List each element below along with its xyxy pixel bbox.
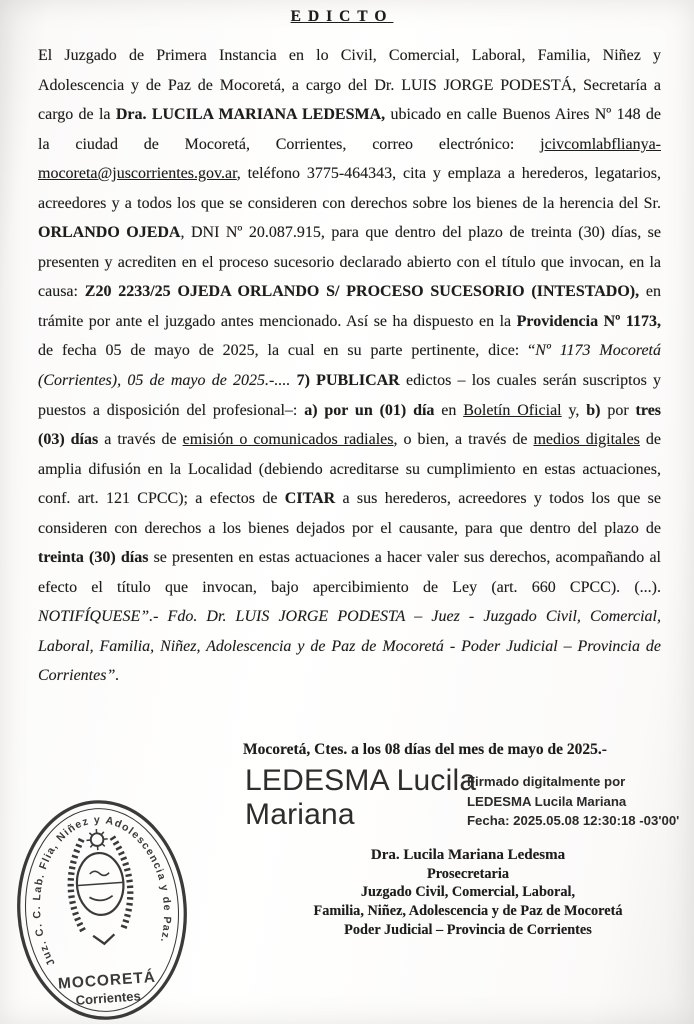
text-segment: edictos – los cuales serán suscriptos y puestos a disposición del profesional–: [38, 372, 662, 419]
text-segment: CITAR [284, 490, 336, 508]
prosecretaria-signature-block [282, 846, 654, 940]
text-segment: de fecha 05 de mayo de 2025, la cual en su parte pertinente, dice: “ [38, 342, 536, 360]
text-segment: ORLANDO OJEDA [38, 224, 181, 242]
signature-name-line-1: LEDESMA Lucila [245, 764, 477, 797]
text-segment: Z20 2233/25 OJEDA ORLANDO S/ PROCESO SUCESORIO (INTESTADO), [84, 283, 640, 301]
signature-block-line: Dra. Lucila Mariana Ledesma [370, 847, 566, 863]
signature-block-line: Familia, Niñez, Adolescencia y de Paz de Mocoretá [313, 903, 623, 920]
text-segment: 7) PUBLICAR [296, 372, 400, 390]
court-stamp [2, 788, 202, 1024]
signature-block-line: Juzgado Civil, Comercial, Laboral, [360, 884, 576, 901]
text-segment: de amplia difusión en la Localidad (debiendo acreditarse su cumplimiento en estas actuaciones, conf. art. 121 CPCC); a efectos de [38, 431, 662, 508]
edict-body-paragraph [38, 41, 661, 691]
text-segment: tres (03) días [38, 401, 662, 449]
text-segment: , o bien, a través de [393, 431, 534, 449]
text-segment: , teléfono 3775-464343, cita y emplaza a herederos, legatarios, acreedores y a todos los que se consideren con derechos sobre los bienes de la herencia del Sr. [38, 165, 661, 212]
text-segment: a través de [98, 431, 183, 449]
digital-signature-detail-line: Firmado digitalmente por [467, 774, 626, 789]
date-place-line: Mocoretá, Ctes. a los 08 días del mes de mayo de 2025.- [243, 741, 607, 758]
text-segment: ubicado en calle Buenos Aires Nº 148 de la ciudad de Mocoretá, Corrientes, correo electrónico: [38, 106, 661, 153]
text-segment: a sus herederos, acreedores y todos los que se consideren con derechos a los bienes dejados por el causante, para que dentro del plazo de [38, 490, 662, 537]
signature-block-line: Poder Judicial – Provincia de Corrientes [344, 921, 592, 938]
text-segment: Providencia Nº 1173, [516, 312, 662, 330]
text-segment: b) [586, 401, 601, 419]
argentina-coat-of-arms-icon [67, 827, 134, 946]
signature-block-line: Prosecretaria [426, 865, 510, 882]
text-segment: NOTIFÍQUESE”.- Fdo. Dr. LUIS JORGE PODESTA – Juez - Juzgado Civil, Comercial, Laboral, Familia, Niñez, Adolescencia y de Paz de Mocoretá - Poder Judicial – Provincia de Corrientes”. [38, 608, 661, 685]
digital-signature-details [467, 772, 693, 831]
stamp-ring-text: Juz. C. C. Lab. Flia, Niñez y Adolescencia y de Paz. [30, 813, 174, 968]
text-segment: treinta (30) días [38, 549, 149, 567]
text-segment: y, [561, 401, 587, 419]
text-segment: por [600, 401, 636, 419]
text-segment: se presenten en estas actuaciones a hacer valer sus derechos, acompañando al efecto el título que invocan, bajo apercibimiento de Ley (art. 660 CPCC). (...). [38, 549, 661, 596]
stamp-province-text: Corrientes [75, 988, 142, 1008]
signature-name-line-2: Mariana [245, 798, 355, 831]
text-segment: Dra. LUCILA MARIANA LEDESMA, [115, 106, 386, 124]
text-segment: Boletín Oficial [463, 401, 562, 419]
digital-signature-detail-line: LEDESMA Lucila Mariana [467, 793, 627, 809]
digital-signature-detail-line: Fecha: 2025.05.08 12:30:18 -03'00' [467, 813, 680, 828]
digital-signature-name [245, 764, 476, 832]
text-segment: en trámite por ante el juzgado antes mencionado. Así se ha dispuesto en la [38, 283, 661, 330]
text-segment: jcivcomlabflianya-mocoreta@juscorrientes.gov.ar [38, 135, 661, 183]
text-segment: emisión o comunicados radiales [182, 431, 394, 449]
text-segment: medios digitales [533, 431, 640, 449]
stamp-city-text: MOCORETÁ [57, 968, 157, 993]
text-segment: El Juzgado de Primera Instancia en lo Civil, Comercial, Laboral, Familia, Niñez y Adolescencia y de Paz de Mocoretá, a cargo del Dr. LUIS JORGE PODESTÁ, Secretaría a cargo de la [38, 47, 661, 124]
text-segment: , DNI Nº 20.087.915, para que dentro del plazo de treinta (30) días, se presenten y acrediten en el proceso sucesorio declarado abierto con el título que invocan, en la causa: [38, 224, 661, 301]
text-segment: en [434, 401, 464, 419]
text-segment: a) por un (01) día [304, 401, 435, 419]
text-segment: Nº 1173 Mocoretá (Corrientes), 05 de mayo de 2025.-.... [38, 342, 661, 390]
document-title: EDICTO [290, 8, 394, 25]
